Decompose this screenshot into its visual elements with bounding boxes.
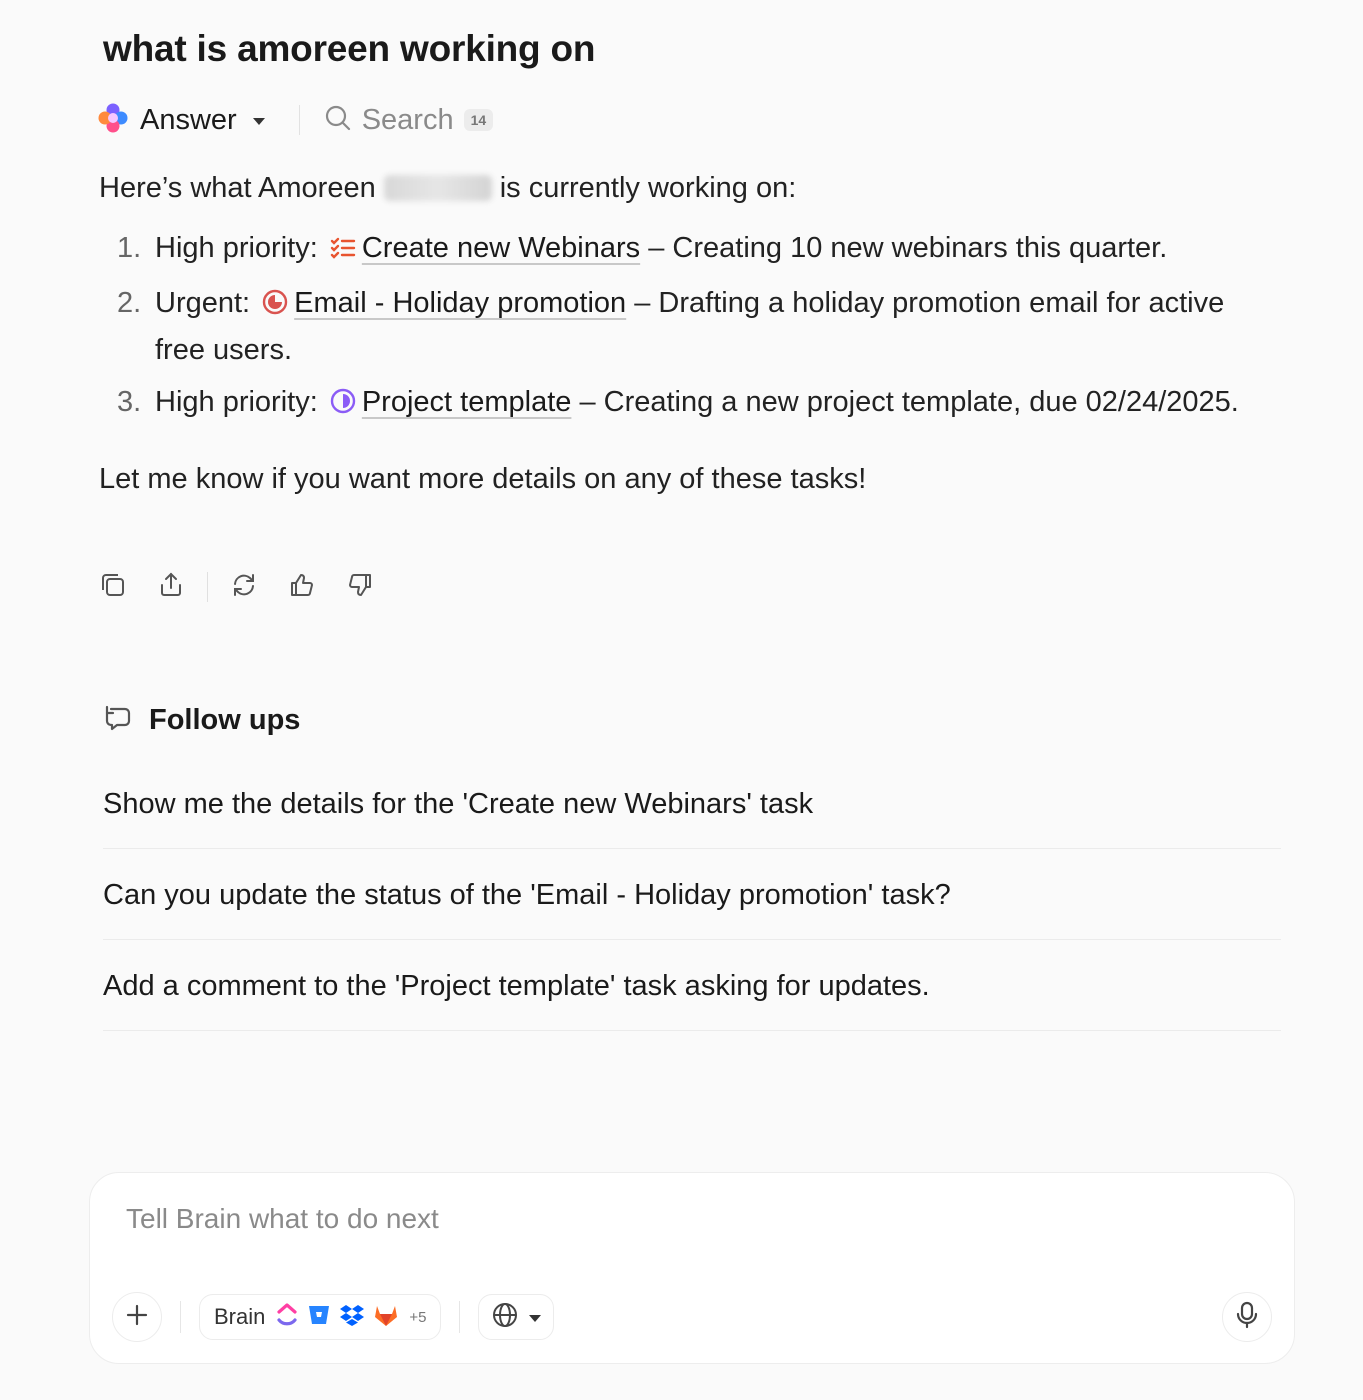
divider [207, 572, 208, 602]
list-item [99, 380, 1279, 427]
search-count-badge: 14 [464, 109, 494, 131]
share-icon [157, 571, 185, 604]
search-tab-label: Search [361, 103, 454, 136]
followup-item[interactable]: Can you update the status of the 'Email - Holiday promotion' task? [103, 849, 1281, 940]
answer-closing: Let me know if you want more details on any of these tasks! [99, 463, 867, 495]
dropbox-icon [339, 1303, 365, 1332]
followups-title: Follow ups [149, 704, 301, 736]
prompt-input[interactable] [126, 1203, 1226, 1235]
brain-source-selector[interactable] [199, 1294, 441, 1340]
gitlab-icon [373, 1302, 399, 1333]
list-number: 2. [117, 287, 142, 319]
priority-label: High priority: [155, 386, 318, 418]
globe-icon [491, 1301, 519, 1334]
tab-search[interactable] [324, 104, 493, 137]
followup-item[interactable]: Show me the details for the 'Create new Webinars' task [103, 758, 1281, 849]
copy-icon [99, 571, 127, 604]
divider [459, 1301, 460, 1333]
thumbs-up-icon [288, 571, 316, 604]
copy-button[interactable] [99, 570, 127, 604]
add-button[interactable] [112, 1292, 162, 1342]
list-item [99, 226, 1279, 273]
answer-body [99, 166, 1279, 501]
chevron-down-icon [253, 118, 265, 125]
followup-refresh-icon [103, 703, 133, 738]
thumbs-down-icon [346, 571, 374, 604]
task-link-email-holiday[interactable]: Email - Holiday promotion [294, 287, 627, 319]
list-number: 1. [117, 232, 142, 264]
task-description: – Drafting a holiday promotion email for active free users. [155, 287, 1225, 366]
list-item [99, 281, 1279, 372]
thumbs-down-button[interactable] [346, 570, 374, 604]
share-button[interactable] [157, 570, 185, 604]
followup-list [103, 758, 1281, 1031]
integrations-more-count: +5 [409, 1308, 427, 1326]
list-checks-icon [330, 229, 356, 273]
bitbucket-icon [307, 1303, 331, 1332]
intro-text-before: Here’s what Amoreen [99, 172, 376, 204]
chevron-down-icon [529, 1315, 541, 1322]
mode-tabs [96, 100, 493, 140]
status-circle-icon [262, 284, 288, 328]
half-circle-icon [330, 383, 356, 427]
refresh-icon [230, 571, 258, 604]
list-number: 3. [117, 386, 142, 418]
thumbs-up-button[interactable] [288, 570, 316, 604]
priority-label: Urgent: [155, 287, 251, 319]
voice-input-button[interactable] [1222, 1292, 1272, 1342]
page-title: what is amoreen working on [103, 28, 596, 69]
intro-text-after: is currently working on: [499, 172, 797, 204]
task-list [99, 226, 1279, 427]
microphone-icon [1234, 1301, 1260, 1334]
redacted-surname [384, 175, 492, 201]
divider [180, 1301, 181, 1333]
priority-label: High priority: [155, 232, 318, 264]
composer [89, 1172, 1295, 1364]
followup-item[interactable]: Add a comment to the 'Project template' task asking for updates. [103, 940, 1281, 1031]
task-link-webinars[interactable]: Create new Webinars [361, 232, 641, 264]
answer-tab-label: Answer [140, 103, 237, 136]
regenerate-button[interactable] [230, 570, 258, 604]
clickup-icon [275, 1302, 299, 1333]
brain-logo-icon [96, 101, 130, 140]
task-link-project-template[interactable]: Project template [361, 386, 572, 418]
plus-icon [125, 1303, 149, 1332]
search-icon [324, 104, 352, 137]
followups-header [103, 703, 300, 738]
composer-toolbar [112, 1291, 1272, 1343]
web-search-toggle[interactable] [478, 1294, 554, 1340]
tab-answer[interactable] [96, 101, 265, 140]
answer-intro [99, 166, 1279, 210]
answer-actions [99, 570, 374, 604]
task-description: – Creating a new project template, due 02/24/2025. [571, 386, 1239, 418]
brain-label: Brain [214, 1304, 266, 1329]
task-description: – Creating 10 new webinars this quarter. [640, 232, 1168, 264]
divider [299, 105, 300, 135]
